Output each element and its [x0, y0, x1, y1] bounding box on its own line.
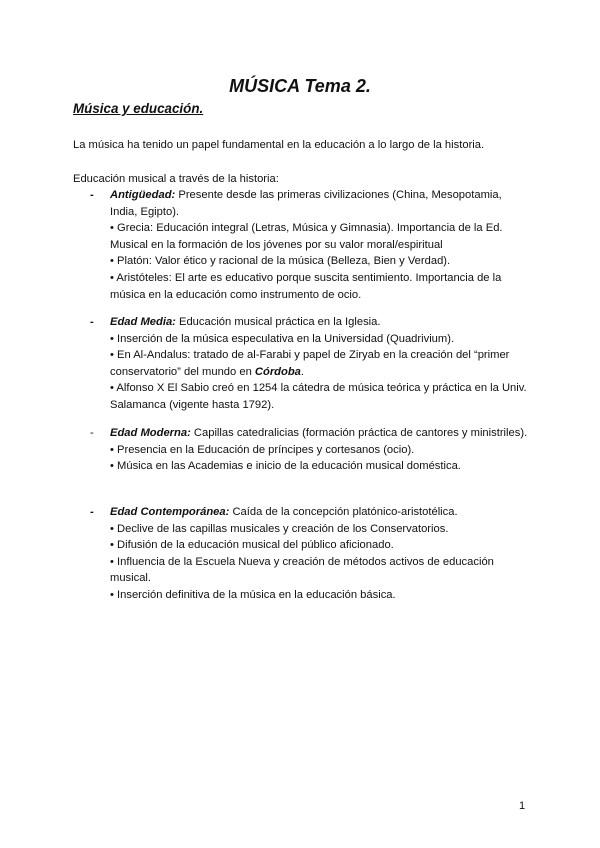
bullet-item: [110, 347, 530, 380]
intro-paragraph: La música ha tenido un papel fundamental en la educación a lo largo de la historia.: [73, 139, 485, 151]
bullet-item: • Platón: Valor ético y racional de la música (Belleza, Bien y Verdad).: [110, 255, 451, 268]
city-suffix: .: [300, 365, 305, 378]
page-number: 1: [519, 800, 526, 812]
section-subtitle: Música y educación.: [73, 101, 204, 116]
list-marker: -: [90, 506, 94, 518]
section-antiguedad: [90, 187, 530, 303]
section-lead: [110, 504, 530, 521]
section-lead: [110, 187, 530, 220]
section-text: Caída de la concepción platónico-aristotélica.: [229, 506, 458, 518]
bullet-item: • Influencia de la Escuela Nueva y creación de métodos activos de educación musical.: [110, 555, 494, 585]
bullet-item: • Declive de las capillas musicales y creación de los Conservatorios.: [110, 522, 449, 535]
section-body: [110, 425, 530, 475]
bullet-item: • Inserción de la música especulativa en la Universidad (Quadrivium).: [110, 332, 455, 345]
bullet-item: • Alfonso X El Sabio creó en 1254 la cátedra de música teórica y práctica en la Univ. Salamanca (vigente hasta 1792).: [110, 382, 527, 411]
section-text: Presente desde las primeras civilizaciones (China, Mesopotamia, India, Egipto).: [110, 189, 502, 218]
bullet-item: • Presencia en la Educación de príncipes y cortesanos (ocio).: [110, 443, 415, 456]
section-body: [110, 504, 530, 604]
section-body: [110, 187, 530, 303]
list-marker: -: [90, 316, 94, 328]
section-lead: [110, 425, 530, 442]
bullet-item: • Difusión de la educación musical del público aficionado.: [110, 539, 394, 552]
section-edad-moderna: [90, 425, 530, 475]
page-title: MÚSICA Tema 2.: [229, 76, 371, 96]
bullet-item: • Grecia: Educación integral (Letras, Música y Gimnasia). Importancia de la Ed. Musical en la formación de los jóvenes por su valor moral/espiritual: [110, 222, 503, 251]
bullet-text: • En Al-Andalus: tratado de al-Farabi y papel de Ziryab en la creación del “primer conservatorio” del mundo en: [110, 349, 510, 378]
bullet-item: • Música en las Academias e inicio de la educación musical doméstica.: [110, 460, 461, 473]
section-edad-contemporanea: [90, 504, 530, 604]
section-edad-media: [90, 314, 530, 414]
section-title: Edad Contemporánea:: [110, 506, 230, 518]
section-title: Antigüedad:: [110, 189, 176, 201]
section-title: Edad Moderna:: [110, 427, 191, 439]
section-lead: [110, 314, 530, 331]
city-emphasis: Córdoba: [254, 365, 301, 378]
bullet-item: • Inserción definitiva de la música en la educación básica.: [110, 588, 396, 601]
section-text: Educación musical práctica en la Iglesia.: [175, 316, 381, 328]
list-header: Educación musical a través de la historia:: [73, 173, 279, 185]
section-body: [110, 314, 530, 414]
section-title: Edad Media:: [110, 316, 176, 328]
section-text: Capillas catedralicias (formación práctica de cantores y ministriles).: [190, 427, 528, 439]
list-marker: -: [90, 189, 94, 201]
list-marker: -: [90, 427, 94, 439]
bullet-item: • Aristóteles: El arte es educativo porque suscita sentimiento. Importancia de la música en la educación como instrumento de ocio.: [110, 271, 502, 301]
